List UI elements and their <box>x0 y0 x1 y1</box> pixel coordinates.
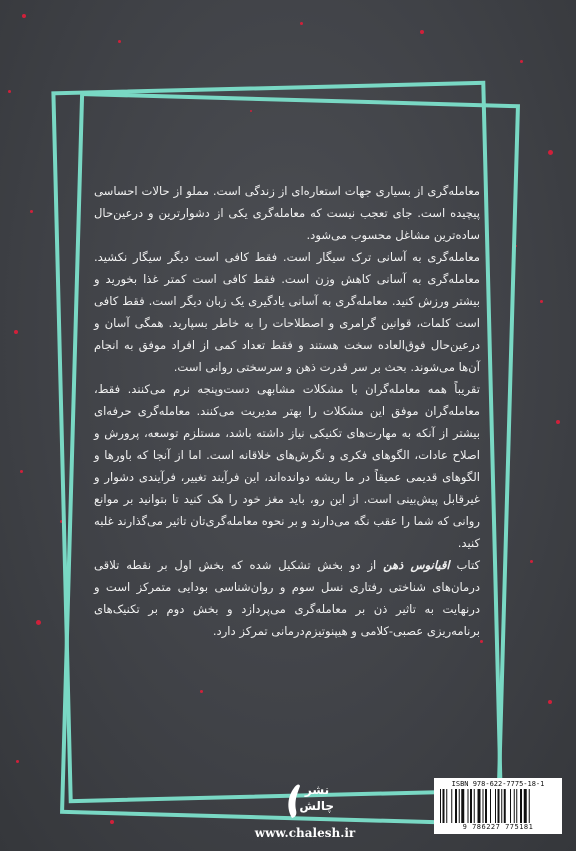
blurb-paragraph-3: تقریباً همه معامله‌گران با مشکلات مشابهی دست‌وپنجه نرم می‌کنند. فقط، معامله‌گران موفق این مشکلات را بهتر مدیریت می‌کنند. معامله‌گری حرفه‌ای بیشتر از آنکه به مهارت‌های تکنیکی نیاز داشته باشد، مستلزم توسعه، پرورش و اصلاح عادات، الگوهای فکری و نگرش‌های خلاقانه است. اما از آنجا که باورها و الگوهای قدیمی عمیقاً در ما ریشه دوانده‌اند، این فرآیند تغییر، فرآیندی دشوار و غیرقابل پیش‌بینی است. از این رو، باید مغز خود را هک کنید تا بتوانید بر موانع روانی که شما را عقب نگه می‌دارند و بر نحوه معامله‌گری‌تان تاثیر می‌گذارند غلبه کنید. <box>94 382 480 550</box>
book-title: اقیانوس ذهن <box>383 558 450 572</box>
barcode-bar <box>474 789 475 823</box>
publisher-website: www.chalesh.ir <box>254 826 356 840</box>
barcode-bar <box>468 789 469 823</box>
barcode-bar <box>461 789 464 823</box>
publisher-name-line2: چالش <box>299 799 334 813</box>
barcode-bar <box>501 789 502 823</box>
blurb-paragraph-2: معامله‌گری به آسانی ترک سیگار است. فقط کافی است دیگر سیگار نکشید. معامله‌گری به آسانی کاهش وزن است. فقط کافی است کمتر غذا بخورید و بیشتر ورزش کنید. معامله‌گری به آسانی یادگیری یک زبان دیگر است. فقط کافی است کلمات، قوانین گرامری و اصطلاحات را به خاطر بسپارید. همگی آسان و درعین‌حال فوق‌العاده سخت هستند و فقط تعداد کمی از افراد موفق به انجام آن‌ها می‌شوند. بحث بر سر قدرت ذهن و سرسختی روانی است. <box>94 250 480 374</box>
barcode-bar <box>470 789 472 823</box>
blurb-prefix: کتاب <box>449 558 480 572</box>
blurb-paragraph-1: معامله‌گری از بسیاری جهات استعاره‌ای از زندگی است. مملو از حالات احساسی پیچیده است. جای تعجب نیست که معامله‌گری یکی از دشوارترین و درعین‌حال ساده‌ترین مشاغل محسوب می‌شود. <box>94 184 480 242</box>
barcode-digits: 9 786227 775181 <box>462 823 534 831</box>
red-speck <box>16 760 19 763</box>
barcode-bar <box>483 789 484 823</box>
red-speck <box>36 620 41 625</box>
publisher-name <box>300 782 334 814</box>
barcode-bar <box>514 789 515 823</box>
red-speck <box>420 30 424 34</box>
red-speck <box>14 330 18 334</box>
red-speck <box>110 820 114 824</box>
blurb-paragraph-4 <box>94 554 480 642</box>
red-speck <box>548 700 552 704</box>
barcode-bar <box>478 789 481 823</box>
red-speck <box>520 60 523 63</box>
barcode-bar <box>443 789 445 823</box>
barcode-bar <box>490 789 491 823</box>
barcode-bar <box>451 789 452 823</box>
barcode-bar <box>529 789 530 823</box>
barcode-bar <box>516 789 517 823</box>
red-speck <box>22 14 26 18</box>
barcode-bars <box>438 789 558 823</box>
isbn-text: ISBN 978-622-7775-18-1 <box>451 780 545 788</box>
red-speck <box>20 470 23 473</box>
red-speck <box>540 300 543 303</box>
red-speck <box>556 420 560 424</box>
barcode-bar <box>455 789 457 823</box>
publisher-name-line1: نشر <box>304 783 330 797</box>
red-speck <box>548 150 553 155</box>
red-speck <box>118 40 121 43</box>
barcode-bar <box>510 789 511 823</box>
barcode-bar <box>524 789 527 823</box>
barcode-bar <box>440 789 441 823</box>
barcode-bar <box>485 789 487 823</box>
back-cover-blurb <box>94 180 480 642</box>
red-speck <box>530 560 533 563</box>
barcode-bar <box>446 789 447 823</box>
barcode-bar <box>504 789 506 823</box>
red-speck <box>300 22 303 25</box>
barcode-bar <box>459 789 460 823</box>
blurb-rest: از دو بخش تشکیل شده که بخش اول بر نقطه تلاقی درمان‌های شناختی رفتاری نسل سوم و روان‌شناسی بودایی متمرکز است و درنهایت به تاثیر ذن بر معامله‌گری می‌پردازد و بخش دوم بر تکنیک‌های برنامه‌ریزی عصبی-کلامی و هیپنوتیزم‌درمانی تمرکز دارد. <box>94 558 480 638</box>
barcode-bar <box>495 789 496 823</box>
isbn-barcode <box>434 778 562 834</box>
barcode-bar <box>498 789 500 823</box>
red-speck <box>8 90 11 93</box>
red-speck <box>30 210 33 213</box>
barcode-bar <box>520 789 522 823</box>
